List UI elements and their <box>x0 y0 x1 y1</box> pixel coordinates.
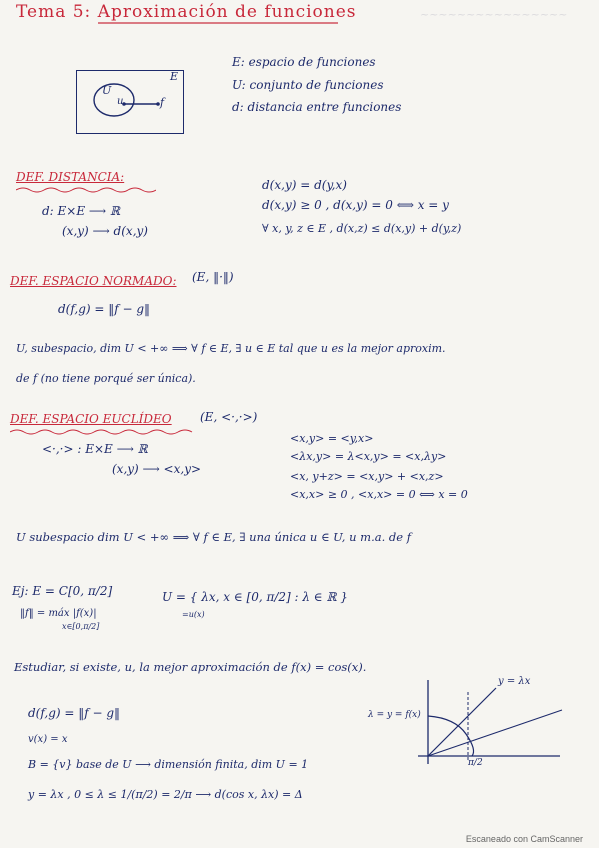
graph-label-x: π/2 <box>468 758 483 768</box>
diagram-label-E: E <box>170 70 179 83</box>
def-normado-heading <box>10 274 177 288</box>
euclideo-prop-1: <x,y> = <y,x> <box>290 432 374 445</box>
legend-d: d: distancia entre funciones <box>232 100 402 114</box>
def-distancia-heading-text: DEF. DISTANCIA: <box>16 170 125 184</box>
graph-label-curve: y = λx <box>498 676 531 687</box>
euclideo-map-1: <·,·> : E×E ⟶ ℝ <box>42 442 148 456</box>
example-y-line: y = λx , 0 ≤ λ ≤ 1/(π/2) = 2/π ⟶ d(cos x, λx) = Δ <box>28 788 303 801</box>
example-ej: Ej: E = C[0, π/2] <box>12 584 113 598</box>
diagram-label-u: u <box>117 96 124 107</box>
euclideo-pair: (E, <·,·>) <box>200 410 258 424</box>
page-title: Tema 5: Aproximación de funciones <box>16 2 357 22</box>
example-u-sub: =u(x) <box>182 610 205 619</box>
example-u-set: U = { λx, x ∈ [0, π/2] : λ ∈ ℝ } <box>162 590 348 604</box>
example-v-line: v(x) = x <box>28 734 68 745</box>
euclideo-map-2: (x,y) ⟶ <x,y> <box>112 462 202 476</box>
red-wave-underline-2 <box>10 428 195 436</box>
def-euclideo-heading-text: DEF. ESPACIO EUCLÍDEO <box>10 412 172 426</box>
scanner-watermark: Escaneado con CamScanner <box>465 834 583 844</box>
set-diagram-drawing <box>76 70 184 134</box>
distancia-prop-1: d(x,y) = d(y,x) <box>262 178 347 192</box>
subespacio-line-1: U, subespacio, dim U < +∞ ⟹ ∀ f ∈ E, ∃ u ∈ E tal que u es la mejor aproxim. <box>16 342 446 355</box>
def-distancia-heading <box>16 170 124 184</box>
ghost-show-through: ~~~~~~~~~~~~~~~~ <box>420 8 568 21</box>
distancia-map-2: (x,y) ⟶ d(x,y) <box>62 224 148 238</box>
graph-line-steep <box>428 688 496 756</box>
red-wave-underline <box>16 186 156 194</box>
unica-statement: U subespacio dim U < +∞ ⟹ ∀ f ∈ E, ∃ una única u ∈ U, u m.a. de f <box>16 530 411 544</box>
normado-pair: (E, ‖·‖) <box>192 270 234 284</box>
diagram-label-U: U <box>102 84 112 97</box>
example-base-line: B = {v} base de U ⟶ dimensión finita, dim U = 1 <box>28 758 309 771</box>
distancia-map-1: d: E×E ⟶ ℝ <box>42 204 120 218</box>
euclideo-prop-4: <x,x> ≥ 0 , <x,x> = 0 ⟺ x = 0 <box>290 488 468 501</box>
example-norm: ‖f‖ = máx |f(x)| <box>20 608 97 619</box>
graph-label-lambda: λ = y = f(x) <box>368 710 421 720</box>
legend-E: E: espacio de funciones <box>232 55 376 69</box>
example-d-line: d(f,g) = ‖f − g‖ <box>28 706 121 720</box>
graph-line-shallow <box>428 710 562 756</box>
example-task: Estudiar, si existe, u, la mejor aproximación de f(x) = cos(x). <box>14 660 367 674</box>
distancia-prop-2: d(x,y) ≥ 0 , d(x,y) = 0 ⟺ x = y <box>262 198 449 212</box>
subset-U-blob <box>94 84 134 116</box>
euclideo-prop-2: <λx,y> = λ<x,y> = <x,λy> <box>290 450 447 463</box>
example-norm-sub: x∈[0,π/2] <box>62 622 100 631</box>
diagram-label-f: f <box>160 96 165 109</box>
def-normado-heading-text: DEF. ESPACIO NORMADO: <box>10 274 177 288</box>
distancia-prop-3: ∀ x, y, z ∈ E , d(x,z) ≤ d(x,y) + d(y,z) <box>262 222 462 235</box>
title-underline <box>98 22 338 24</box>
approx-graph <box>400 672 590 772</box>
subespacio-line-2: de f (no tiene porqué ser única). <box>16 372 196 385</box>
normado-formula: d(f,g) = ‖f − g‖ <box>58 302 151 316</box>
def-euclideo-heading <box>10 412 172 426</box>
euclideo-prop-3: <x, y+z> = <x,y> + <x,z> <box>290 470 444 483</box>
legend-U: U: conjunto de funciones <box>232 78 384 92</box>
